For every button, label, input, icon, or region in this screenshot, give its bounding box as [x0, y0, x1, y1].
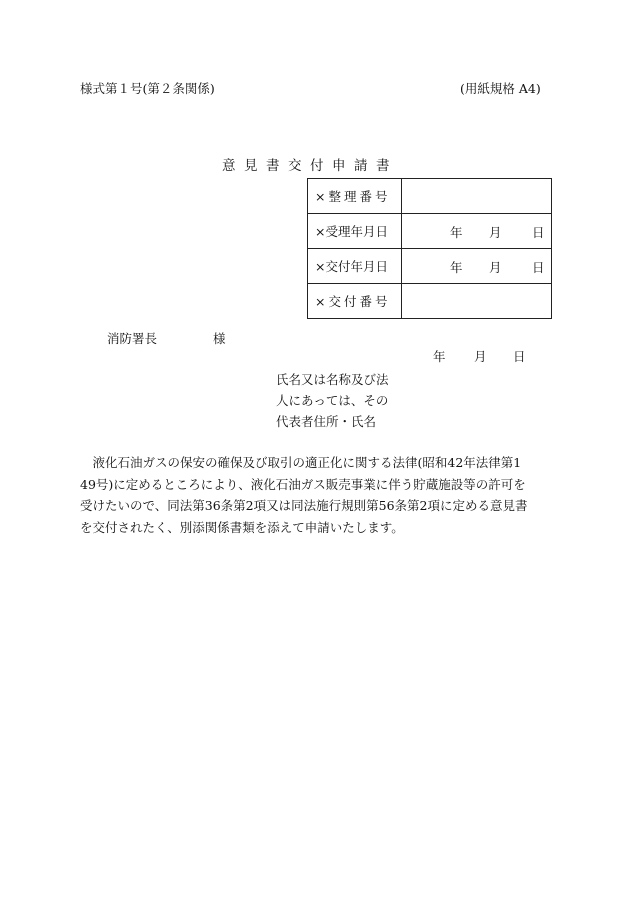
applicant-label-line: 人にあっては、その	[276, 393, 389, 408]
registry-number-field[interactable]	[402, 179, 552, 214]
issue-number-field[interactable]	[402, 284, 552, 319]
applicant-label-line: 氏名又は名称及び法	[276, 372, 389, 387]
body-line: 液化石油ガスの保安の確保及び取引の適正化に関する法律(昭和42年法律第1	[80, 455, 522, 470]
issued-date-field[interactable]	[402, 249, 552, 284]
received-date-label: ×受理年月日	[308, 214, 402, 249]
registry-row-issued	[308, 249, 552, 284]
issued-date-label: ×交付年月日	[308, 249, 402, 284]
application-day-unit: 日	[513, 349, 526, 364]
body-line: 49号)に定めるところにより、液化石油ガス販売事業に伴う貯蔵施設等の許可を	[80, 476, 526, 492]
body-line: を交付されたく、別添関係書類を添えて申請いたします。	[80, 519, 404, 535]
registry-number-label: ×整理番号	[308, 179, 402, 214]
received-date-field[interactable]	[402, 214, 552, 249]
issued-year-unit: 年	[450, 260, 463, 275]
applicant-label	[276, 369, 389, 432]
applicant-label-line: 代表者住所・氏名	[276, 414, 377, 429]
form-number: 様式第１号(第２条関係)	[80, 81, 215, 96]
application-body	[80, 452, 554, 538]
registry-row-issue-number	[308, 284, 552, 319]
issue-number-label: ×交付番号	[308, 284, 402, 319]
registry-row-received	[308, 214, 552, 249]
document-title: 意見書交付申請書	[222, 158, 398, 174]
application-year-unit: 年	[433, 349, 446, 364]
issued-month-unit: 月	[489, 260, 502, 275]
received-day-unit: 日	[532, 225, 545, 240]
registry-row-number	[308, 179, 552, 214]
addressee-honorific: 様	[213, 331, 226, 346]
application-month-unit: 月	[474, 349, 487, 364]
body-line: 受けたいので、同法第36条第2項又は同法施行規則第56条第2項に定める意見書	[80, 498, 528, 513]
paper-size: (用紙規格 A4)	[460, 81, 541, 96]
received-month-unit: 月	[489, 225, 502, 240]
registry-table	[307, 178, 552, 319]
received-year-unit: 年	[450, 225, 463, 240]
issued-day-unit: 日	[532, 260, 545, 275]
addressee-name: 消防署長	[107, 331, 158, 346]
